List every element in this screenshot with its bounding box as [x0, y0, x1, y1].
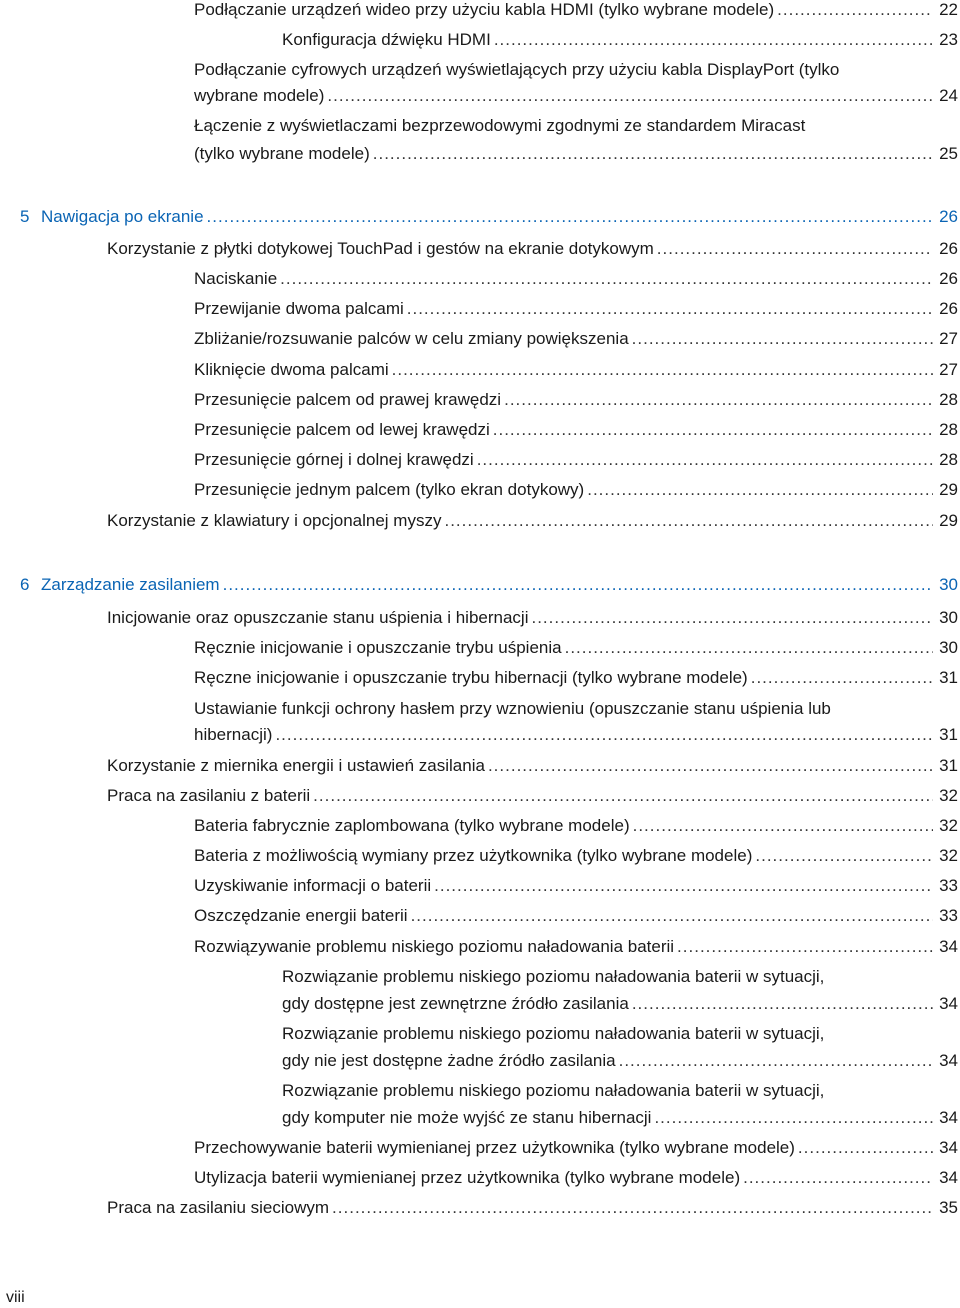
chapter-heading[interactable] — [20, 207, 958, 227]
dot-leader — [434, 876, 933, 896]
chapter-title: Zarządzanie zasilaniem — [41, 575, 220, 594]
toc-entry[interactable]: Zbliżanie/rozsuwanie palców w celu zmiany powiększenia ..... 27 — [194, 329, 958, 349]
dot-leader — [332, 1198, 933, 1218]
toc-entry[interactable]: Przesunięcie jednym palcem (tylko ekran dotykowy) ..... 29 — [194, 480, 958, 500]
page-number: 23 — [939, 30, 958, 49]
toc-entry-line1[interactable]: Podłączanie cyfrowych urządzeń wyświetlających przy użyciu kabla DisplayPort (tylko — [194, 60, 840, 79]
toc-entry[interactable]: Ręcznie inicjowanie i opuszczanie trybu uśpienia ..... 30 — [194, 638, 958, 658]
chapter-heading[interactable] — [20, 575, 958, 595]
dot-leader — [751, 668, 933, 688]
page-number: 32 — [939, 816, 958, 835]
dot-leader — [327, 86, 933, 106]
page-number: 27 — [939, 329, 958, 348]
toc-entry[interactable]: Przechowywanie baterii wymienianej przez użytkownika (tylko wybrane modele) ..... 34 — [194, 1138, 958, 1158]
toc-entry-line1[interactable]: Ustawianie funkcji ochrony hasłem przy wznowieniu (opuszczanie stanu uśpienia lub — [194, 699, 831, 718]
toc-entry-line1[interactable]: Rozwiązanie problemu niskiego poziomu naładowania baterii w sytuacji, — [282, 1081, 825, 1100]
dot-leader — [632, 994, 933, 1014]
dot-leader — [280, 269, 933, 289]
toc-entry[interactable]: Inicjowanie oraz opuszczanie stanu uśpienia i hibernacji ..... 30 — [107, 608, 958, 628]
dot-leader — [373, 144, 933, 164]
dot-leader — [657, 239, 933, 259]
toc-entry-line1[interactable]: Rozwiązanie problemu niskiego poziomu naładowania baterii w sytuacji, — [282, 967, 825, 986]
dot-leader — [633, 816, 933, 836]
dot-leader — [677, 937, 933, 957]
toc-entry[interactable]: Korzystanie z klawiatury i opcjonalnej myszy ..... 29 — [107, 511, 958, 531]
page-number: 34 — [939, 1168, 958, 1187]
page-number: 27 — [939, 360, 958, 379]
toc-entry[interactable]: Przesunięcie palcem od lewej krawędzi ..... 28 — [194, 420, 958, 440]
page-number: 28 — [939, 420, 958, 439]
dot-leader — [313, 786, 933, 806]
page-number: 22 — [939, 0, 958, 19]
dot-leader — [407, 299, 933, 319]
dot-leader — [743, 1168, 933, 1188]
dot-leader — [444, 511, 933, 531]
toc-entry[interactable]: Ręczne inicjowanie i opuszczanie trybu hibernacji (tylko wybrane modele) ..... 31 — [194, 668, 958, 688]
page-number: 29 — [939, 480, 958, 499]
toc-entry[interactable]: gdy komputer nie może wyjść ze stanu hibernacji ..... 34 — [282, 1108, 958, 1128]
page-footer-number: viii — [6, 1289, 25, 1306]
dot-leader — [531, 608, 933, 628]
page-number: 34 — [939, 937, 958, 956]
dot-leader — [587, 480, 933, 500]
dot-leader — [223, 575, 933, 595]
page-number: 33 — [939, 876, 958, 895]
dot-leader — [411, 906, 933, 926]
page-number: 25 — [939, 144, 958, 163]
toc-entry[interactable]: Rozwiązywanie problemu niskiego poziomu naładowania baterii ..... 34 — [194, 937, 958, 957]
page-number: 30 — [939, 575, 958, 594]
toc-entry-line1[interactable]: Rozwiązanie problemu niskiego poziomu naładowania baterii w sytuacji, — [282, 1024, 825, 1043]
page-number: 34 — [939, 1138, 958, 1157]
page-number: 26 — [939, 207, 958, 226]
toc-entry[interactable]: Utylizacja baterii wymienianej przez użytkownika (tylko wybrane modele) ..... 34 — [194, 1168, 958, 1188]
dot-leader — [632, 329, 933, 349]
page-number: 28 — [939, 450, 958, 469]
toc-entry[interactable]: Korzystanie z płytki dotykowej TouchPad i gestów na ekranie dotykowym ..... 26 — [107, 239, 958, 259]
page-number: 28 — [939, 390, 958, 409]
chapter-title: Nawigacja po ekranie — [41, 207, 204, 226]
page-number: 34 — [939, 1051, 958, 1070]
toc-entry[interactable]: Bateria fabrycznie zaplombowana (tylko wybrane modele) ..... 32 — [194, 816, 958, 836]
page-number: 26 — [939, 239, 958, 258]
page-number: 31 — [939, 756, 958, 775]
toc-entry[interactable]: Oszczędzanie energii baterii ..... 33 — [194, 906, 958, 926]
toc-entry[interactable]: Bateria z możliwością wymiany przez użytkownika (tylko wybrane modele) ..... 32 — [194, 846, 958, 866]
toc-entry[interactable]: Przewijanie dwoma palcami ..... 26 — [194, 299, 958, 319]
page-number: 24 — [939, 86, 958, 105]
toc-entry[interactable]: Konfiguracja dźwięku HDMI ..... 23 — [282, 30, 958, 50]
toc-entry[interactable]: hibernacji) ..... 31 — [194, 725, 958, 745]
toc-entry[interactable]: gdy nie jest dostępne żadne źródło zasilania ..... 34 — [282, 1051, 958, 1071]
dot-leader — [755, 846, 933, 866]
dot-leader — [488, 756, 933, 776]
dot-leader — [504, 390, 933, 410]
dot-leader — [798, 1138, 933, 1158]
toc-entry[interactable]: Praca na zasilaniu sieciowym ..... 35 — [107, 1198, 958, 1218]
dot-leader — [619, 1051, 933, 1071]
page-number: 34 — [939, 994, 958, 1013]
toc-entry[interactable]: Uzyskiwanie informacji o baterii ..... 33 — [194, 876, 958, 896]
dot-leader — [275, 725, 933, 745]
page-number: 26 — [939, 299, 958, 318]
dot-leader — [565, 638, 933, 658]
dot-leader — [494, 30, 933, 50]
page-number: 32 — [939, 786, 958, 805]
toc-entry[interactable]: Naciskanie ..... 26 — [194, 269, 958, 289]
toc-entry-line1[interactable]: Łączenie z wyświetlaczami bezprzewodowymi zgodnymi ze standardem Miracast — [194, 116, 806, 135]
toc-entry[interactable]: Praca na zasilaniu z baterii ..... 32 — [107, 786, 958, 806]
toc-entry[interactable]: Podłączanie urządzeń wideo przy użyciu kabla HDMI (tylko wybrane modele) ..... 22 — [194, 0, 958, 20]
page-number: 26 — [939, 269, 958, 288]
chapter-number: 5 — [20, 207, 30, 226]
dot-leader — [207, 207, 933, 227]
chapter-number: 6 — [20, 575, 30, 594]
dot-leader — [654, 1108, 933, 1128]
dot-leader — [777, 0, 933, 20]
toc-entry[interactable]: gdy dostępne jest zewnętrzne źródło zasilania ..... 34 — [282, 994, 958, 1014]
page-number: 34 — [939, 1108, 958, 1127]
page-number: 31 — [939, 668, 958, 687]
dot-leader — [477, 450, 933, 470]
toc-entry[interactable]: wybrane modele) ..... 24 — [194, 86, 958, 106]
page-number: 35 — [939, 1198, 958, 1217]
toc-entry[interactable]: Przesunięcie palcem od prawej krawędzi ..... 28 — [194, 390, 958, 410]
dot-leader — [392, 360, 933, 380]
page-number: 30 — [939, 638, 958, 657]
page-number: 31 — [939, 725, 958, 744]
toc-entry[interactable]: Kliknięcie dwoma palcami ..... 27 — [194, 360, 958, 380]
page-number: 30 — [939, 608, 958, 627]
toc-entry[interactable]: Korzystanie z miernika energii i ustawień zasilania ..... 31 — [107, 756, 958, 776]
toc-entry[interactable]: Przesunięcie górnej i dolnej krawędzi ..... 28 — [194, 450, 958, 470]
page-number: 32 — [939, 846, 958, 865]
dot-leader — [493, 420, 933, 440]
page-number: 33 — [939, 906, 958, 925]
toc-entry[interactable]: (tylko wybrane modele) ..... 25 — [194, 144, 958, 164]
page-number: 29 — [939, 511, 958, 530]
